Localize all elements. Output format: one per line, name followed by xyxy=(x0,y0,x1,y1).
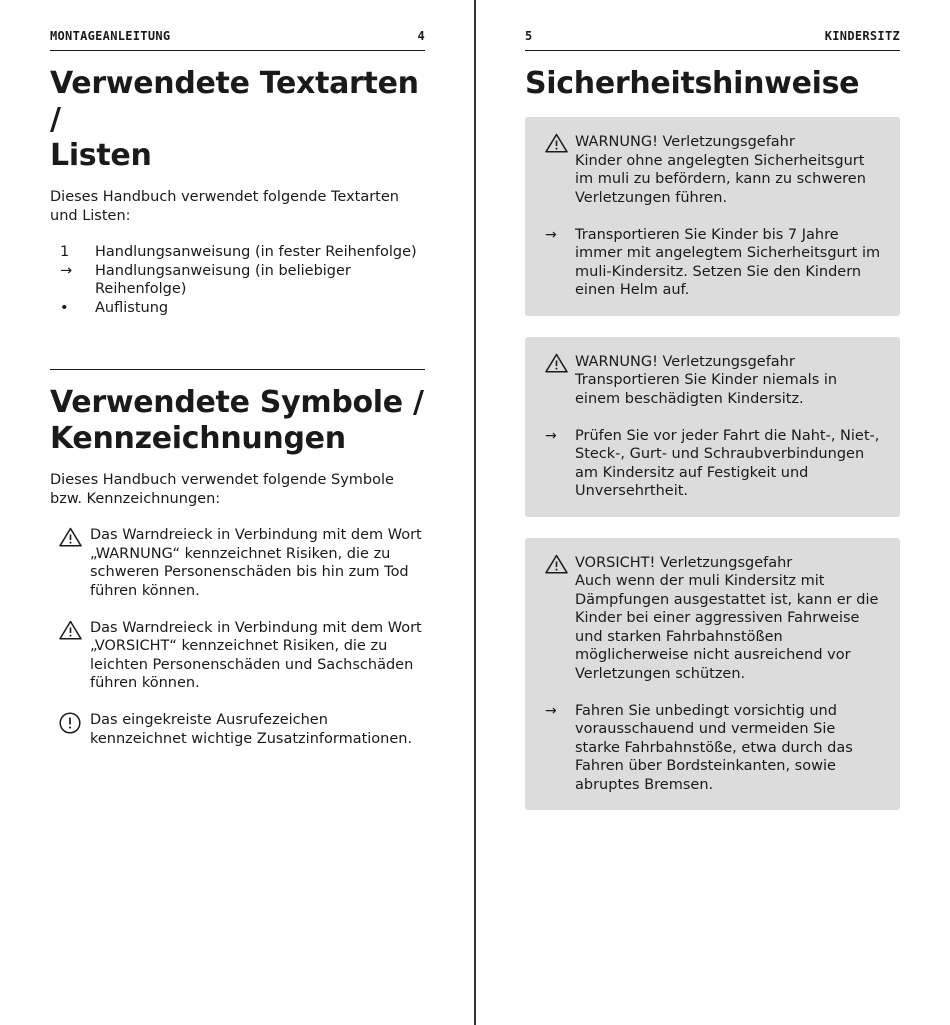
section-intro: Dieses Handbuch verwendet folgende Symbole bzw. Kennzeichnungen: xyxy=(50,472,394,507)
list-item-text: Handlungsanweisung (in fester Reihenfolge) xyxy=(95,244,417,260)
header-title: MONTAGEANLEITUNG xyxy=(50,29,171,43)
warning-triangle-icon xyxy=(50,526,90,600)
heading-line: Verwendete Symbole / xyxy=(50,385,424,420)
hazard-row xyxy=(545,554,882,684)
list-item xyxy=(50,299,425,318)
page-spine xyxy=(474,0,476,1025)
symbol-description: Das Warndreieck in Verbindung mit dem Wort „VORSICHT“ kennzeichnet Risiken, die zu leichten Personenschäden und Sachschäden führen können. xyxy=(90,619,422,691)
section-divider xyxy=(50,369,425,370)
list-marker: • xyxy=(60,299,69,316)
list-marker: → xyxy=(60,262,73,279)
hazard-row xyxy=(545,353,882,409)
exclamation-circle-icon xyxy=(50,711,90,748)
running-header-right xyxy=(525,0,900,51)
action-row xyxy=(545,427,882,501)
warning-triangle-icon xyxy=(545,554,575,684)
text-types-list xyxy=(50,243,425,317)
symbols-list xyxy=(50,526,425,748)
heading-line: Kennzeichnungen xyxy=(50,421,346,456)
action-row xyxy=(545,226,882,300)
action-text: Prüfen Sie vor jeder Fahrt die Naht-, Niet-, Steck-, Gurt- und Schraubverbindungen am Kindersitz auf Festigkeit und Unversehrtheit. xyxy=(575,427,880,499)
signal-word: WARNUNG! Verletzungsgefahr xyxy=(575,353,795,370)
warning-triangle-icon xyxy=(545,133,575,207)
running-header-left xyxy=(50,0,425,51)
signal-word: WARNUNG! Verletzungsgefahr xyxy=(575,134,795,150)
section-intro: Dieses Handbuch verwendet folgende Textarten und Listen: xyxy=(50,189,399,224)
warning-triangle-icon xyxy=(50,619,90,693)
signal-word: VORSICHT! Verletzungsgefahr xyxy=(575,554,793,571)
left-page xyxy=(50,0,425,767)
warning-triangle-icon xyxy=(545,353,575,409)
list-item xyxy=(50,262,425,299)
right-page xyxy=(525,0,900,810)
section-heading-safety: Sicherheitshinweise xyxy=(525,66,860,101)
action-text: Transportieren Sie Kinder bis 7 Jahre immer mit angelegtem Sicherheitsgurt im muli-Kindersitz. Setzen Sie den Kindern einen Helm auf. xyxy=(575,226,881,298)
arrow-icon: → xyxy=(545,226,557,243)
symbol-item xyxy=(50,711,425,748)
symbol-description: Das eingekreiste Ausrufezeichen kennzeichnet wichtige Zusatzinformationen. xyxy=(90,712,413,747)
list-item xyxy=(50,243,425,262)
hazard-text xyxy=(575,133,882,207)
safety-notice-box xyxy=(525,538,900,811)
list-item-text: Auflistung xyxy=(95,299,169,316)
section-heading-symbols xyxy=(50,385,425,457)
list-item-text: Handlungsanweisung (in beliebiger Reihenfolge) xyxy=(95,262,351,297)
symbol-item xyxy=(50,619,425,693)
symbol-description: Das Warndreieck in Verbindung mit dem Wort „WARNUNG“ kennzeichnet Risiken, die zu schweren Personenschäden bis hin zum Tod führen können. xyxy=(90,527,422,599)
list-marker: 1 xyxy=(60,244,70,260)
arrow-icon: → xyxy=(545,702,557,719)
hazard-text xyxy=(575,353,882,409)
symbol-item xyxy=(50,526,425,600)
hazard-description: Auch wenn der muli Kindersitz mit Dämpfungen ausgestattet ist, kann er die Kinder bei einer aggressiven Fahrweise und starken Fahrbahnstößen möglicherweise nicht ausreichend vor Verletzungen schützen. xyxy=(575,573,879,682)
action-text: Fahren Sie unbedingt vorsichtig und vorausschauend und vermeiden Sie starke Fahrbahnstöße, etwa durch das Fahren über Bordsteinkanten, sowie abruptes Bremsen. xyxy=(575,702,853,793)
safety-notice-box xyxy=(525,337,900,517)
action-row xyxy=(545,702,882,795)
heading-line: Verwendete Textarten / xyxy=(50,66,419,137)
safety-notice-box xyxy=(525,117,900,316)
hazard-text xyxy=(575,554,882,684)
arrow-icon: → xyxy=(545,427,557,444)
page-number: 5 xyxy=(525,29,533,43)
hazard-description: Transportieren Sie Kinder niemals in einem beschädigten Kindersitz. xyxy=(575,372,838,407)
hazard-description: Kinder ohne angelegten Sicherheitsgurt im muli zu befördern, kann zu schweren Verletzungen führen. xyxy=(575,152,866,206)
page-number: 4 xyxy=(417,29,425,43)
hazard-row xyxy=(545,133,882,207)
header-title: KINDERSITZ xyxy=(824,29,900,43)
section-heading-text-types xyxy=(50,66,425,174)
heading-line: Listen xyxy=(50,138,152,173)
